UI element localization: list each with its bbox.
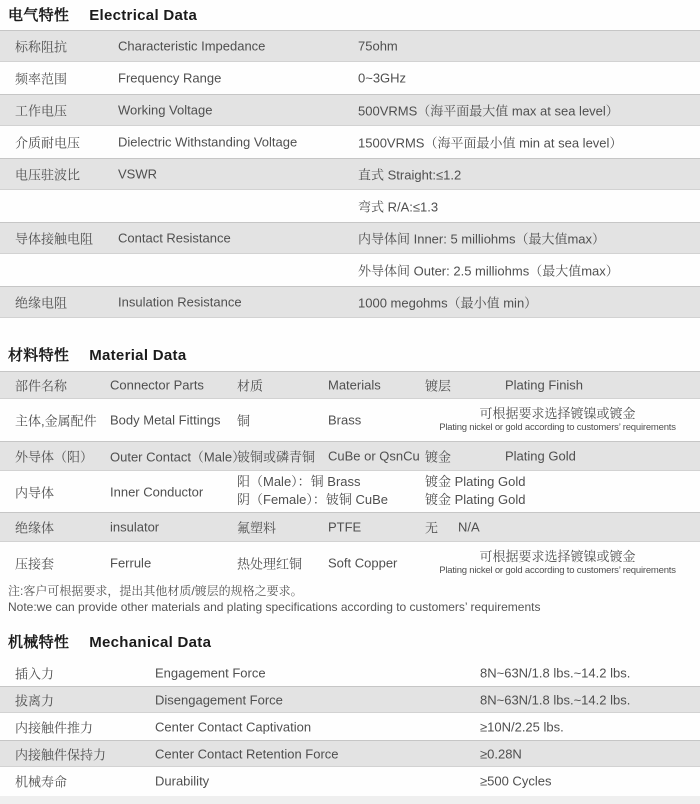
row-label-en: Working Voltage: [118, 102, 213, 118]
table-row: [0, 542, 700, 584]
col-header: Plating Finish: [505, 377, 584, 393]
material-note-zh: 注:客户可根据要求，提出其他材质/镀层的规格之要求。: [8, 584, 303, 598]
row-value: 内导体间 Inner: 5 milliohms（最大值max）: [358, 231, 606, 247]
material-note-en: Note:we can provide other materials and plating specifications according to customers’ requirements: [8, 599, 541, 614]
material-en: Brass: [328, 412, 362, 428]
mechanical-title-zh: 机械特性: [8, 634, 70, 651]
row-label-en: Disengagement Force: [155, 692, 283, 707]
row-value: ≥10N/2.25 lbs.: [480, 719, 564, 734]
plating-note: [415, 549, 700, 577]
col-header: Connector Parts: [110, 377, 204, 393]
table-row: [0, 399, 700, 441]
plating-zh: 镀金: [425, 449, 452, 465]
table-row: [0, 713, 700, 740]
table-row: [0, 94, 700, 126]
plating-zh: 无: [425, 520, 439, 536]
table-row: [0, 471, 700, 512]
row-value: 直式 Straight:≤1.2: [358, 167, 462, 183]
part-en: Outer Contact（Male）: [110, 449, 246, 465]
row-value: ≥0.28N: [480, 746, 522, 761]
mechanical-table: [0, 659, 700, 794]
part-zh: 压接套: [15, 556, 55, 572]
part-zh: 内导体: [15, 485, 55, 500]
mechanical-section-title: [8, 631, 211, 652]
row-label-zh: 导体接触电阻: [15, 231, 94, 247]
row-label-en: Frequency Range: [118, 70, 222, 86]
material-title-en: Material Data: [89, 347, 187, 364]
material-table: [0, 371, 700, 584]
part-en: Body Metal Fittings: [110, 412, 221, 428]
row-label-zh: 插入力: [15, 666, 55, 681]
part-zh: 外导体（阳）: [15, 449, 94, 465]
table-row: [0, 190, 700, 222]
row-value: ≥500 Cycles: [480, 773, 552, 788]
material-line: 阴（Female）：铍铜 CuBe: [237, 492, 388, 508]
plating-note-zh: 可根据要求选择镀镍或镀金: [479, 548, 636, 564]
table-row: [0, 512, 700, 542]
table-row: [0, 158, 700, 190]
plating-note-en: Plating nickel or gold according to customers’ requirements: [439, 565, 676, 577]
col-header: 材质: [237, 378, 264, 394]
plating-note-en: Plating nickel or gold according to customers’ requirements: [439, 422, 676, 434]
row-label-zh: 介质耐电压: [15, 135, 81, 151]
material-zh: 铍铜或磷青铜: [237, 449, 316, 465]
row-label-zh: 内接触件保持力: [15, 747, 107, 762]
plating-note: [415, 406, 700, 434]
plating-line: 镀金 Plating Gold: [425, 492, 526, 508]
electrical-title-en: Electrical Data: [89, 7, 198, 24]
table-row: [0, 30, 700, 62]
row-label-en: Dielectric Withstanding Voltage: [118, 134, 298, 150]
row-label-zh: 绝缘电阻: [15, 295, 68, 311]
electrical-section-title: [8, 4, 197, 25]
col-header: 镀层: [425, 378, 452, 394]
row-label-en: VSWR: [118, 166, 157, 182]
row-label-zh: 频率范围: [15, 71, 68, 87]
row-label-en: Center Contact Captivation: [155, 719, 312, 734]
electrical-table: [0, 30, 700, 318]
table-row: [0, 767, 700, 794]
row-value: 8N~63N/1.8 lbs.~14.2 lbs.: [480, 692, 631, 707]
row-value: 外导体间 Outer: 2.5 milliohms（最大值max）: [358, 263, 619, 279]
material-title-zh: 材料特性: [8, 347, 70, 364]
row-value: 8N~63N/1.8 lbs.~14.2 lbs.: [480, 665, 631, 680]
bottom-scan-artifact: [0, 796, 700, 804]
material-zh: 铜: [237, 413, 251, 429]
row-label-zh: 电压驻波比: [15, 167, 81, 183]
row-label-en: Insulation Resistance: [118, 294, 242, 310]
row-label-zh: 拔离力: [15, 693, 55, 708]
material-en: CuBe or QsnCu: [328, 448, 420, 464]
table-row: [0, 62, 700, 94]
part-en: insulator: [110, 519, 160, 535]
material-zh: 热处理红铜: [237, 556, 303, 572]
table-row: [0, 686, 700, 713]
row-label-zh: 标称阻抗: [15, 39, 68, 55]
table-row: [0, 441, 700, 471]
material-section-title: [8, 344, 186, 365]
row-value: 弯式 R/A:≤1.3: [358, 199, 439, 215]
plating-note-zh: 可根据要求选择镀镍或镀金: [479, 405, 636, 421]
row-value: 1500VRMS（海平面最小值 min at sea level）: [358, 135, 623, 151]
mechanical-title-en: Mechanical Data: [89, 634, 212, 651]
row-label-zh: 机械寿命: [15, 774, 68, 789]
table-row: [0, 659, 700, 686]
material-en: PTFE: [328, 519, 362, 535]
material-lines: [237, 473, 388, 511]
part-en: Inner Conductor: [110, 484, 204, 499]
row-label-en: Durability: [155, 773, 210, 788]
row-label-en: Engagement Force: [155, 665, 266, 680]
table-row: [0, 740, 700, 767]
row-value: 1000 megohms（最小值 min）: [358, 295, 538, 311]
material-note: [8, 584, 541, 615]
row-label-zh: 工作电压: [15, 103, 68, 119]
row-label-zh: 内接触件推力: [15, 720, 94, 735]
material-zh: 氟塑料: [237, 520, 277, 536]
part-en: Ferrule: [110, 555, 152, 571]
table-row: [0, 126, 700, 158]
material-en: Soft Copper: [328, 555, 398, 571]
row-label-en: Center Contact Retention Force: [155, 746, 339, 761]
table-header-row: [0, 371, 700, 399]
part-zh: 绝缘体: [15, 520, 55, 536]
plating-en: Plating Gold: [505, 448, 576, 464]
row-value: 500VRMS（海平面最大值 max at sea level）: [358, 103, 619, 119]
plating-lines: [425, 473, 525, 511]
col-header: Materials: [328, 377, 381, 393]
col-header: 部件名称: [15, 378, 68, 394]
row-label-en: Characteristic Impedance: [118, 38, 266, 54]
part-zh: 主体,金属配件: [15, 413, 97, 429]
table-row: [0, 222, 700, 254]
table-row: [0, 286, 700, 318]
electrical-title-zh: 电气特性: [8, 7, 70, 24]
row-value: 0~3GHz: [358, 70, 407, 86]
plating-line: 镀金 Plating Gold: [425, 473, 526, 489]
plating-en: N/A: [458, 519, 480, 535]
table-row: [0, 254, 700, 286]
row-value: 75ohm: [358, 38, 398, 54]
row-label-en: Contact Resistance: [118, 230, 231, 246]
material-line: 阳（Male）：铜 Brass: [237, 473, 361, 489]
